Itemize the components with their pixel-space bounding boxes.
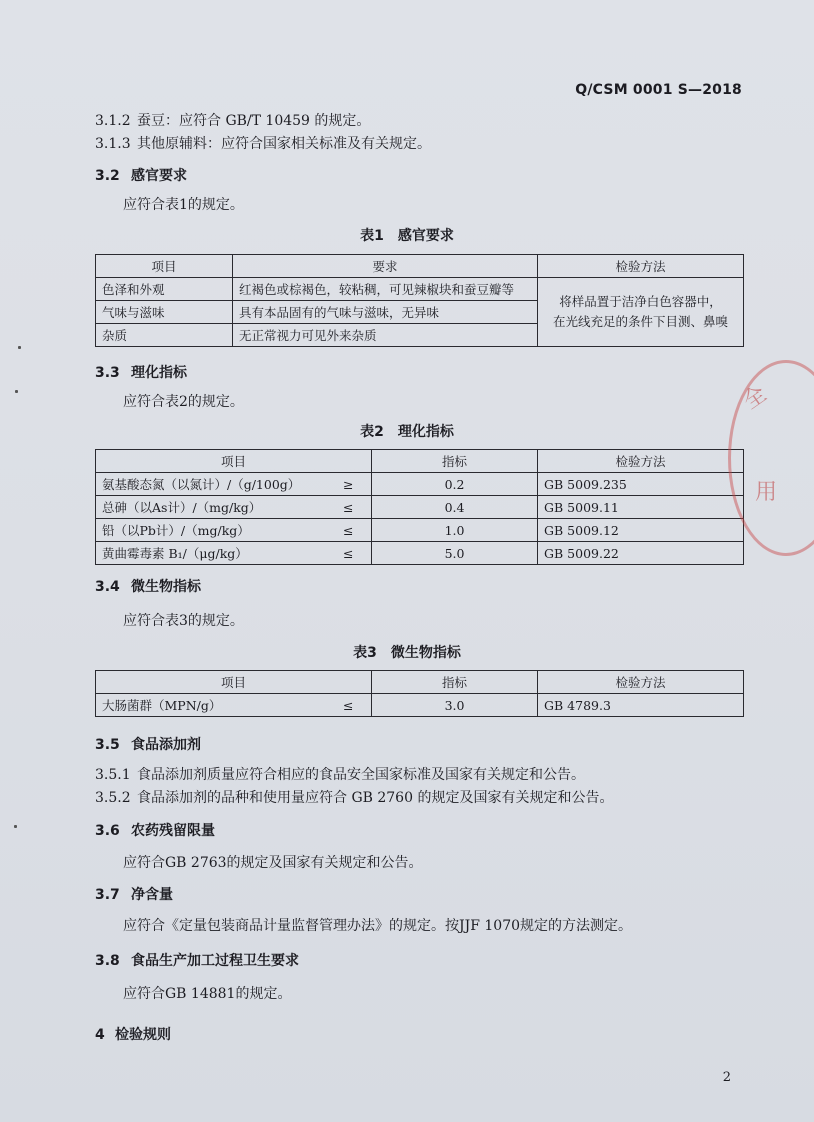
section-3-8-body: 应符合GB 14881的规定。 xyxy=(123,986,292,1002)
table-header: 检验方法 xyxy=(538,671,744,694)
table-cell: ≤ xyxy=(326,496,372,519)
table-cell: 无正常视力可见外来杂质 xyxy=(233,324,538,347)
clause-3-1-2: 3.1.2 蚕豆：应符合 GB/T 10459 的规定。 xyxy=(95,113,371,129)
table-cell: 气味与滋味 xyxy=(96,301,233,324)
section-3-5-heading: 3.5 食品添加剂 xyxy=(95,737,201,753)
table-header: 项目 xyxy=(96,671,372,694)
table3-caption: 表3 微生物指标 xyxy=(353,645,461,661)
section-3-4-body: 应符合表3的规定。 xyxy=(123,613,244,629)
table-row xyxy=(96,542,744,565)
table-cell: 总砷（以As计）/（mg/kg） xyxy=(96,496,326,519)
section-3-2-body: 应符合表1的规定。 xyxy=(123,197,244,213)
table-cell: GB 4789.3 xyxy=(538,694,744,717)
table-cell: 色泽和外观 xyxy=(96,278,233,301)
table-header-row xyxy=(96,255,744,278)
table-header: 指标 xyxy=(372,450,538,473)
section-3-7-body: 应符合《定量包装商品计量监督管理办法》的规定。按JJF 1070规定的方法测定。 xyxy=(123,918,633,934)
table1-sensory xyxy=(95,254,744,347)
table2-caption: 表2 理化指标 xyxy=(360,424,454,440)
section-3-3-heading: 3.3 理化指标 xyxy=(95,365,187,381)
table-header: 检验方法 xyxy=(538,450,744,473)
table-row xyxy=(96,496,744,519)
section-3-2-heading: 3.2 感官要求 xyxy=(95,168,187,184)
clause-3-5-2: 3.5.2 食品添加剂的品种和使用量应符合 GB 2760 的规定及国家有关规定和公告。 xyxy=(95,790,614,806)
section-3-7-heading: 3.7 净含量 xyxy=(95,887,173,903)
section-3-4-heading: 3.4 微生物指标 xyxy=(95,579,201,595)
table-header-row xyxy=(96,450,744,473)
table-cell: 黄曲霉毒素 B₁/（μg/kg） xyxy=(96,542,326,565)
table1-caption: 表1 感官要求 xyxy=(360,228,454,244)
standard-code-header: Q/CSM 0001 S—2018 xyxy=(575,82,742,98)
table-cell: 红褐色或棕褐色，较粘稠，可见辣椒块和蚕豆瓣等 xyxy=(233,278,538,301)
section-3-6-heading: 3.6 农药残留限量 xyxy=(95,823,215,839)
clause-3-5-1: 3.5.1 食品添加剂质量应符合相应的食品安全国家标准及国家有关规定和公告。 xyxy=(95,767,585,783)
table-cell: 0.2 xyxy=(372,473,538,496)
section-3-3-body: 应符合表2的规定。 xyxy=(123,394,244,410)
table-cell: GB 5009.11 xyxy=(538,496,744,519)
table-row xyxy=(96,519,744,542)
table1-method-cell: 将样品置于洁净白色容器中， 在光线充足的条件下目测、鼻嗅 xyxy=(538,278,744,347)
table-row xyxy=(96,278,744,301)
scan-speck xyxy=(14,825,17,828)
table-cell: GB 5009.12 xyxy=(538,519,744,542)
table-cell: 大肠菌群（MPN/g） xyxy=(96,694,326,717)
table-cell: GB 5009.235 xyxy=(538,473,744,496)
table-cell: ≥ xyxy=(326,473,372,496)
red-seal-stamp: 全 用 xyxy=(728,360,814,556)
scan-speck xyxy=(15,390,18,393)
section-3-6-body: 应符合GB 2763的规定及国家有关规定和公告。 xyxy=(123,855,423,871)
table-header: 指标 xyxy=(372,671,538,694)
table-row xyxy=(96,473,744,496)
table-header: 项目 xyxy=(96,450,372,473)
table-header-row xyxy=(96,671,744,694)
table-header: 检验方法 xyxy=(538,255,744,278)
table-cell: 3.0 xyxy=(372,694,538,717)
table-cell: 1.0 xyxy=(372,519,538,542)
table-header: 要求 xyxy=(233,255,538,278)
table-cell: 氨基酸态氮（以氮计）/（g/100g） xyxy=(96,473,326,496)
table-cell: 5.0 xyxy=(372,542,538,565)
table-cell: 具有本品固有的气味与滋味，无异味 xyxy=(233,301,538,324)
table3-microbiological xyxy=(95,670,744,717)
table-row xyxy=(96,694,744,717)
table-cell: 0.4 xyxy=(372,496,538,519)
table-header: 项目 xyxy=(96,255,233,278)
scan-speck xyxy=(18,346,21,349)
page-number: 2 xyxy=(722,1070,731,1085)
table2-physicochemical xyxy=(95,449,744,565)
table-cell: ≤ xyxy=(326,694,372,717)
section-4-heading: 4 检验规则 xyxy=(95,1027,171,1043)
section-3-8-heading: 3.8 食品生产加工过程卫生要求 xyxy=(95,953,299,969)
table-cell: ≤ xyxy=(326,519,372,542)
table-cell: GB 5009.22 xyxy=(538,542,744,565)
table-cell: 杂质 xyxy=(96,324,233,347)
clause-3-1-3: 3.1.3 其他原辅料：应符合国家相关标准及有关规定。 xyxy=(95,136,431,152)
table-cell: 铅（以Pb计）/（mg/kg） xyxy=(96,519,326,542)
table-cell: ≤ xyxy=(326,542,372,565)
